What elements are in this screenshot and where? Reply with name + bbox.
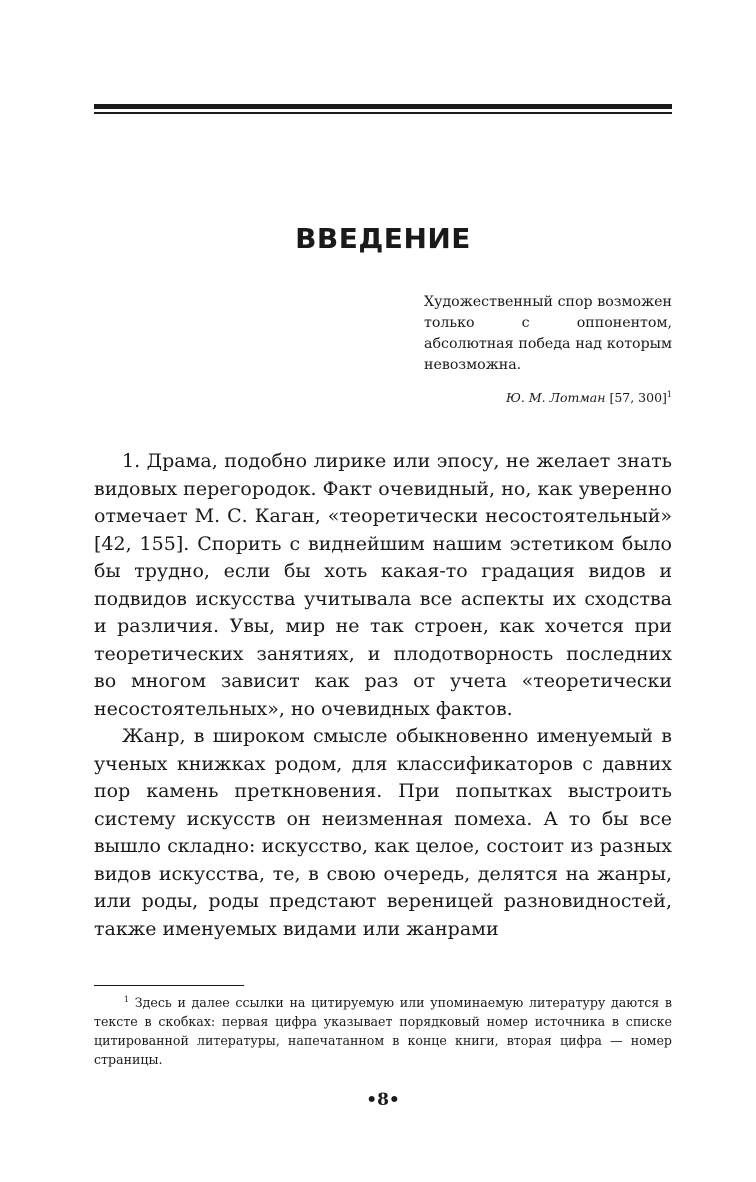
header-rule-thin — [94, 112, 672, 114]
epigraph-footnote-mark: 1 — [666, 390, 672, 399]
footnote-text: Здесь и далее ссылки на цитируемую или упоминаемую литературу даются в тексте в скобках: первая цифра указывает порядковый номер источника в списке цитированной литературы, напечатанном в конце книги, вторая цифра — номер страницы. — [94, 995, 672, 1068]
footnote-separator — [94, 985, 244, 986]
footnote — [94, 990, 672, 1069]
paragraph-1: 1. Драма, подобно лирике или эпосу, не желает знать видовых перегородок. Факт очевидный, но, как уверенно отмечает М. С. Каган, «теоретически несостоятельный» [42, 155]. Спорить с виднейшим нашим эстетиком было бы трудно, если бы хоть какая-то градация видов и подвидов искусства учитывала все аспекты их сходства и различия. Увы, мир не так строен, как хочется при теоретических занятиях, и плодотворность последних во многом зависит как раз от учета «теоретически несостоятельных», но очевидных фактов. — [94, 450, 672, 720]
header-rule-thick — [94, 104, 672, 109]
epigraph-text: Художественный спор возможен только с оппонентом, абсолютная победа над которым невозможна. — [424, 294, 672, 373]
body-text — [94, 448, 672, 943]
page-number: •8• — [366, 1090, 400, 1110]
epigraph-reference: [57, 300] — [609, 390, 667, 406]
footnote-mark: 1 — [124, 995, 130, 1004]
epigraph-source — [506, 390, 672, 405]
chapter-title: ВВЕДЕНИЕ — [295, 222, 471, 255]
paragraph-2: Жанр, в широком смысле обыкновенно именуемый в ученых книжках родом, для классификаторов с давних пор камень преткновения. При попытках выстроить систему искусств он неизменная помеха. А то бы все вышло складно: искусство, как целое, состоит из разных видов искусства, те, в свою очередь, делятся на жанры, или роды, роды предстают вереницей разновидностей, также именуемых видами или жанрами — [94, 725, 672, 940]
epigraph-author: Ю. М. Лотман — [505, 390, 606, 406]
epigraph — [424, 292, 672, 376]
